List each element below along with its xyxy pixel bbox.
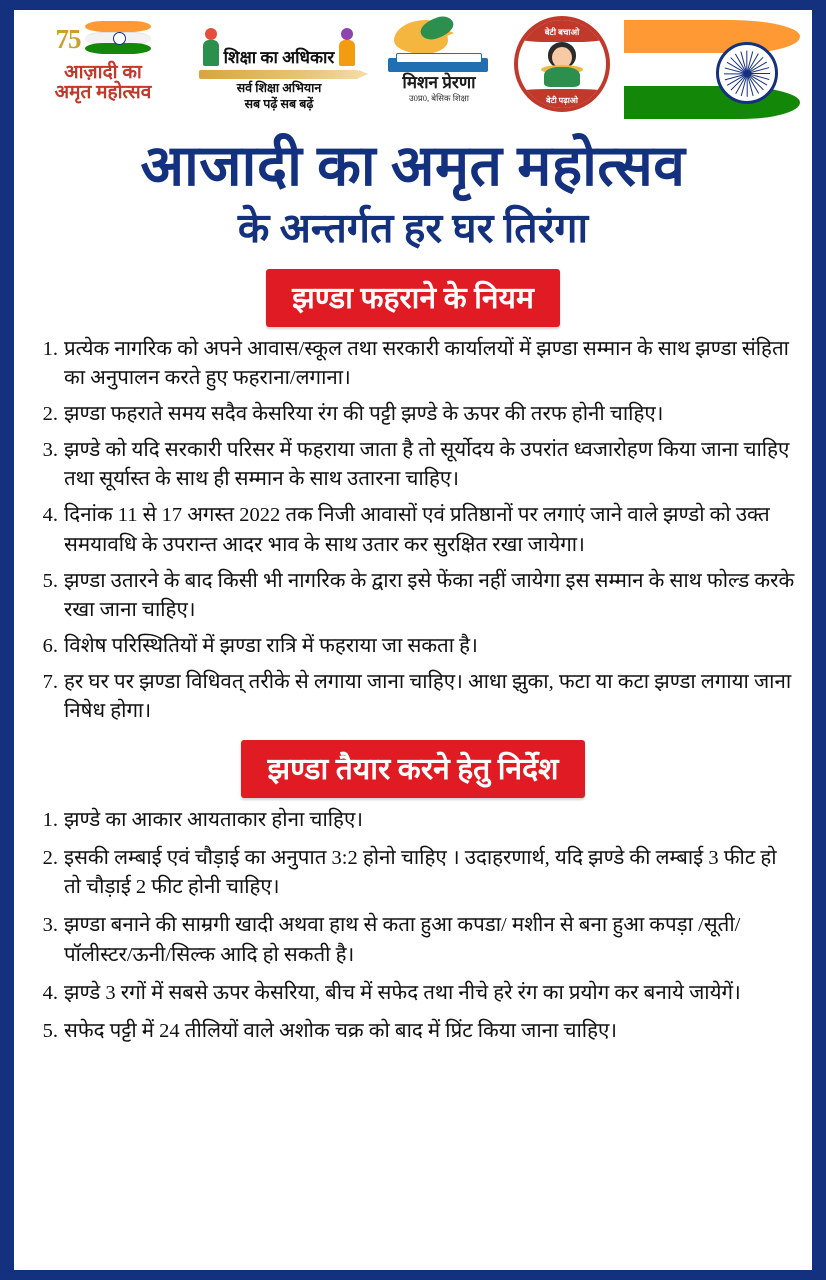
bird-and-book-icon bbox=[384, 16, 494, 74]
child-figure-right-icon bbox=[337, 28, 357, 68]
section-flag-hoisting-rules bbox=[14, 269, 812, 726]
list-item: इसकी लम्बाई एवं चौड़ाई का अनुपात 3:2 होनो चाहिए । उदाहरणार्थ, यदि झण्डे की लम्बाई 3 फीट हो तो चौड़ाई 2 फीट होनी चाहिए। bbox=[64, 847, 777, 899]
list-item: झण्डा फहराते समय सदैव केसरिया रंग की पट्टी झण्डे के ऊपर की तरफ होनी चाहिए। bbox=[64, 403, 664, 426]
list-item: हर घर पर झण्डा विधिवत् तरीके से लगाया जाना चाहिए। आधा झुका, फटा या कटा झण्डा लगाया जाना निषेध होगा। bbox=[64, 670, 792, 723]
rules-list-1 bbox=[14, 335, 812, 726]
list-item: झण्डे का आकार आयताकार होना चाहिए। bbox=[64, 809, 364, 832]
flag-wave-icon bbox=[85, 19, 151, 59]
list-item: झण्डा बनाने की साम्रगी खादी अथवा हाथ से कता हुआ कपडा/ मशीन से बना हुआ कपड़ा /सूती/पॉलीस्टर/ऊनी/सिल्क आदि हो सकती है। bbox=[64, 914, 741, 966]
ssa-title: शिक्षा का अधिकार bbox=[223, 48, 335, 68]
girl-figure-icon bbox=[539, 42, 585, 88]
headline-line-2: के अन्तर्गत हर घर तिरंगा bbox=[237, 204, 589, 251]
children-with-pencil-icon bbox=[201, 16, 358, 68]
waving-tricolour-icon bbox=[56, 16, 151, 62]
azadi-75-label: 75 bbox=[55, 23, 81, 54]
girl-child-emblem-icon bbox=[514, 16, 610, 112]
ashoka-chakra-icon bbox=[716, 42, 778, 104]
pencil-icon bbox=[199, 70, 359, 79]
book-icon bbox=[388, 58, 488, 72]
ssa-subtitle-2: सब पढ़ें सब बढ़ें bbox=[244, 96, 314, 111]
list-item: विशेष परिस्थितियों में झण्डा रात्रि में फहराया जा सकता है। bbox=[64, 634, 478, 657]
logo-sarva-shiksha-abhiyan bbox=[186, 16, 372, 112]
child-figure-left-icon bbox=[201, 28, 221, 68]
list-item: प्रत्येक नागरिक को अपने आवास/स्कूल तथा सरकारी कार्यालयों में झण्डा सम्मान के साथ झण्डा संहिता का अनुपालन करते हुए फहराना/लगाना। bbox=[64, 337, 789, 389]
section-1-banner: झण्डा फहराने के नियम bbox=[266, 269, 560, 327]
list-item: झण्डे को यदि सरकारी परिसर में फहराया जाता है तो सूर्योदय के उपरांत ध्वजारोहण किया जाना चाहिए तथा सूर्यास्त के साथ ही सम्मान के साथ उतारना चाहिए। bbox=[64, 439, 790, 491]
prerna-subtitle: उ0प्र0, बेसिक शिक्षा bbox=[409, 92, 469, 103]
beti-bottom-text: बेटी पढ़ाओ bbox=[518, 89, 606, 108]
indian-flag-painted-icon bbox=[624, 16, 800, 124]
list-item: झण्डा उतारने के बाद किसी भी नागरिक के द्वारा इसे फेंका नहीं जायेगा इस सम्मान के साथ फोल्ड करके रखा जाना चाहिए। bbox=[64, 569, 795, 621]
logo-indian-flag bbox=[622, 16, 802, 124]
logo-beti-bachao-beti-padhao bbox=[506, 16, 618, 112]
azadi-line2: अमृत महोत्सव bbox=[54, 81, 152, 103]
rules-list-2 bbox=[14, 806, 812, 1046]
list-item: झण्डे 3 रगों में सबसे ऊपर केसरिया, बीच में सफेद तथा नीचे हरे रंग का प्रयोग कर बनाये जायेगें। bbox=[64, 981, 741, 1004]
section-flag-making-instructions bbox=[14, 740, 812, 1046]
prerna-title: मिशन प्रेरणा bbox=[402, 73, 476, 92]
headline-line-1: आजादी का अमृत महोत्सव bbox=[140, 135, 686, 198]
beti-top-text: बेटी बचाओ bbox=[518, 20, 606, 42]
chakra-mini-icon bbox=[113, 32, 126, 45]
poster-headline bbox=[14, 132, 812, 255]
ssa-subtitle-1: सर्व शिक्षा अभियान bbox=[236, 81, 322, 95]
azadi-line1: आज़ादी का bbox=[64, 62, 142, 83]
list-item: दिनांक 11 से 17 अगस्त 2022 तक निजी आवासों एवं प्रतिष्ठानों पर लगाएं जाने वाले झण्डो को उक्त समयावधि के उपरान्त आदर भाव के साथ उतार कर सुरक्षित रखा जायेगा। bbox=[64, 504, 770, 556]
logo-mission-prerna bbox=[376, 16, 502, 103]
list-item: सफेद पट्टी में 24 तीलियों वाले अशोक चक्र को बाद में प्रिंट किया जाना चाहिए। bbox=[64, 1019, 618, 1042]
section-2-banner: झण्डा तैयार करने हेतु निर्देश bbox=[241, 740, 584, 798]
logo-strip bbox=[14, 10, 812, 132]
logo-azadi-ka-amrit-mahotsav bbox=[24, 16, 182, 103]
